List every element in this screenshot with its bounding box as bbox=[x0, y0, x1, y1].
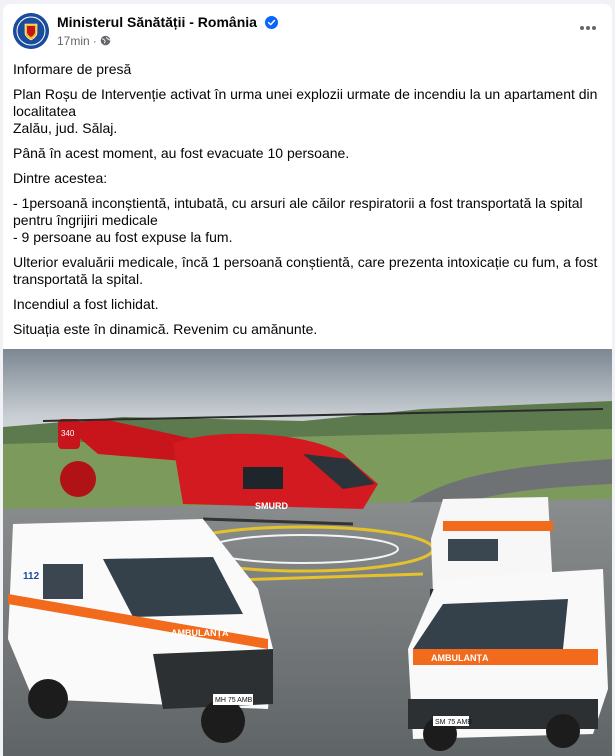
plate-left: MH 75 AMB bbox=[215, 697, 253, 704]
post-photo[interactable] bbox=[3, 349, 612, 756]
post-paragraph bbox=[13, 195, 603, 246]
press-release-title: Informare de presă bbox=[13, 61, 132, 77]
plate-right: SM 75 AMB bbox=[435, 719, 472, 726]
meta-separator: · bbox=[92, 34, 97, 48]
post-meta bbox=[57, 34, 111, 48]
facebook-post bbox=[3, 4, 612, 756]
ambulance-label-right: AMBULANȚA bbox=[431, 653, 489, 663]
more-options-button[interactable] bbox=[574, 17, 602, 39]
post-line: Plan Roșu de Intervenție activat în urma unei explozii urmate de incendiu la un apartament din localitatea bbox=[13, 86, 598, 119]
post-line: Zalău, jud. Sălaj. bbox=[13, 120, 118, 136]
post-paragraph: Situația este în dinamică. Revenim cu amănunte. bbox=[13, 321, 318, 337]
post-header bbox=[3, 4, 612, 54]
post-line: - 1persoană inconștientă, intubată, cu arsuri ale căilor respiratorii a fost transportată la spital pentru îngrijiri medicale bbox=[13, 195, 583, 228]
post-paragraph: Incendiul a fost lichidat. bbox=[13, 296, 159, 312]
post-paragraph: Ulterior evaluării medicale, încă 1 persoană conștientă, care prezenta intoxicație cu fum, a fost transportată la spital. bbox=[13, 254, 598, 287]
post-text bbox=[13, 61, 603, 346]
post-line: - 9 persoane au fost expuse la fum. bbox=[13, 229, 233, 245]
page-name-text[interactable]: Ministerul Sănătății - România bbox=[57, 14, 257, 30]
helicopter-label: SMURD bbox=[255, 501, 288, 511]
ambulance-label-left: AMBULANȚA bbox=[171, 628, 229, 638]
globe-icon[interactable] bbox=[100, 35, 111, 46]
page-avatar[interactable] bbox=[13, 13, 49, 49]
post-paragraph: Până în acest moment, au fost evacuate 10 persoane. bbox=[13, 145, 350, 161]
page-name[interactable] bbox=[57, 14, 278, 30]
helicopter-number: 340 bbox=[61, 429, 75, 438]
verified-badge-icon bbox=[265, 16, 278, 29]
ambulance-right bbox=[408, 569, 608, 751]
ambulance-number: 112 bbox=[23, 571, 40, 582]
more-options-icon bbox=[579, 25, 597, 31]
post-paragraph bbox=[13, 86, 603, 137]
post-timestamp[interactable]: 17min bbox=[57, 34, 90, 48]
post-paragraph: Dintre acestea: bbox=[13, 170, 108, 186]
